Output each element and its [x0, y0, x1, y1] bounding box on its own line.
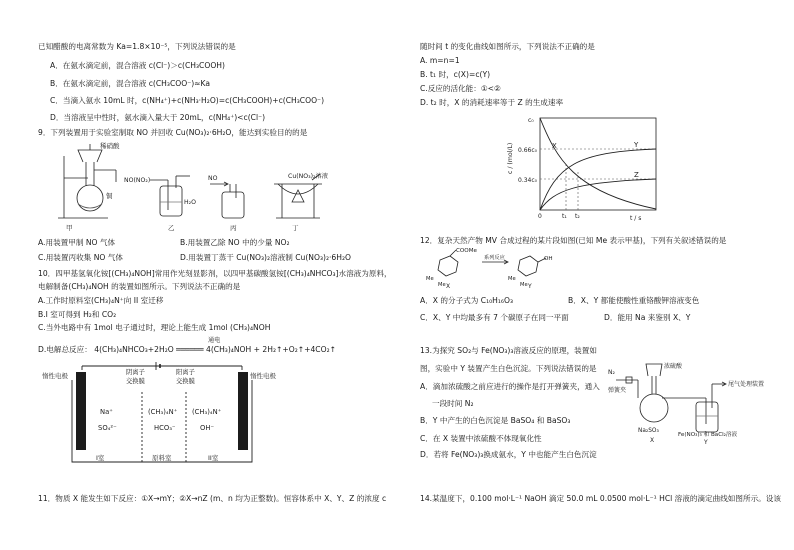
q9-stem: 9．下列装置用于实验室制取 NO 并回收 Cu(NO₃)₂·6H₂O，能达到实验目的的是 — [38, 128, 308, 137]
label-room1: I室 — [96, 454, 105, 462]
q13-option-a-cont: 一段时间 N₂ — [432, 399, 474, 408]
label-oh: OH — [544, 256, 553, 262]
q10-stem-line1: 10．四甲基氢氧化铵[(CH₃)₄NOH]常用作光刻显影剂，以四甲基碳酸氢铵[(CH₃)₄NHCO₃]水溶液为原料， — [38, 269, 392, 278]
label-room2: II室 — [208, 454, 219, 462]
label-series-reaction: 系列反应 — [484, 255, 505, 261]
q12-stem: 12．复杂天然产物 MV 合成过程的某片段如图(已知 Me 表示甲基)，下列有关叙述错误的是 — [420, 236, 727, 245]
label-raw-room: 原料室 — [152, 454, 172, 462]
graph-label-x: X — [552, 142, 557, 150]
q11-option-d: D. t₂ 时，X 的消耗速率等于 Z 的生成速率 — [420, 98, 564, 107]
q13-apparatus-figure — [608, 358, 786, 446]
q12-option-c: C．X、Y 中均最多有 7 个碳原子在同一平面 — [420, 313, 569, 322]
label-anode: 惰性电极 — [42, 372, 68, 380]
electrolysis-cell-figure — [36, 362, 356, 468]
graph-label-y: Y — [634, 141, 639, 149]
graph-origin: 0 — [538, 213, 542, 220]
q10-stem-line2: 电解制备(CH₃)₄NOH 的装置如图所示。下列说法不正确的是 — [38, 282, 241, 291]
q11-stem: 11．物质 X 能发生如下反应：①X→mY；②X→nZ (m、n 均为正整数)。恒容体系中 X、Y、Z 的浓度 c — [38, 494, 387, 503]
q9-option-c: C.用装置丙收集 NO 气体 — [38, 253, 123, 262]
ion-so4: SO₄²⁻ — [98, 424, 117, 432]
label-fe-ba-solution: Fe(NO₃)₃ 和 BaCl₂溶液 — [678, 432, 738, 438]
label-y-struct: Y — [528, 283, 532, 290]
q8-option-c: C．当滴入氨水 10mL 时，c(NH₄⁺)+c(NH₃·H₂O)=c(CH₃COOH)+c(CH₃COO⁻) — [50, 96, 325, 105]
label-spring-clip: 弹簧夹 — [608, 387, 627, 394]
q12-option-a: A．X 的分子式为 C₁₀H₁₆O₃ — [420, 296, 513, 305]
q8-option-d: D．当溶液呈中性时，氨水滴入量大于 20mL，c(NH₄⁺)<c(Cl⁻) — [50, 113, 266, 122]
label-ding: 丁 — [292, 224, 299, 232]
q11-option-a: A. m=n=1 — [420, 56, 460, 65]
label-y-bottle: Y — [704, 439, 708, 446]
q10-option-c: C.当外电路中有 1mol 电子通过时，理论上能生成 1mol (CH₃)₄NOH — [38, 323, 271, 332]
label-cu-nitrate-solution: Cu(NO₃)₂溶液 — [288, 173, 328, 180]
label-membrane2: 阳离子 — [176, 369, 195, 376]
label-yi: 乙 — [168, 224, 175, 232]
graph-label-z: Z — [634, 171, 639, 179]
q9-option-a: A.用装置甲制 NO 气体 — [38, 238, 116, 247]
q10-option-d: D.电解总反应： 4(CH₃)₄NHCO₃+2H₂O ══════ 4(CH₃)₄NOH + 2H₂↑+O₂↑+4CO₂↑ — [38, 345, 336, 354]
q8-option-b: B．在氨水滴定前，混合溶液 c(CH₃COO⁻)≈Ka — [50, 79, 211, 88]
label-me4: Me — [520, 282, 528, 288]
label-membrane1: 阴离子 — [126, 369, 145, 376]
q8-stem: 已知醋酸的电离常数为 Ka=1.8×10⁻⁵，下列说法错误的是 — [38, 42, 236, 51]
q11-option-b: B. t₁ 时，c(X)=c(Y) — [420, 70, 491, 79]
ion-hco3: HCO₃⁻ — [154, 424, 176, 432]
label-conc-sulfuric-acid: 浓硫酸 — [664, 363, 683, 370]
cathode-electrode — [238, 372, 248, 450]
q13-option-a: A．滴加浓硫酸之前应进行的操作是打开弹簧夹，通入 — [420, 382, 600, 391]
ion-tma-2: (CH₃)₄N⁺ — [192, 408, 222, 416]
graph-t1: t₁ — [562, 213, 567, 220]
label-n2: N₂ — [608, 369, 615, 376]
label-dilute-nitric-acid: 稀硝酸 — [100, 142, 120, 150]
q9-option-d: D.用装置丁蒸干 Cu(NO₃)₂溶液制 Cu(NO₃)₂·6H₂O — [180, 253, 351, 262]
label-bing: 丙 — [230, 224, 237, 232]
q9-option-b: B.用装置乙除 NO 中的少量 NO₂ — [180, 238, 290, 247]
q13-option-b: B．Y 中产生的白色沉淀是 BaSO₄ 和 BaSO₃ — [420, 416, 571, 425]
q8-option-a: A．在氨水滴定前，混合溶液 c(Cl⁻)＞c(CH₃COOH) — [50, 61, 225, 70]
anode-electrode — [76, 372, 86, 450]
q10-option-a: A.工作时原料室(CH₃)₄N⁺向 II 室迁移 — [38, 296, 164, 305]
graph-c0: c₀ — [528, 117, 534, 124]
graph-xlabel: t / s — [630, 215, 642, 222]
label-x-flask: X — [650, 437, 655, 444]
label-membrane2b: 交换膜 — [176, 378, 195, 385]
concentration-time-graph — [500, 114, 668, 224]
label-me2: Me — [438, 282, 446, 288]
label-water: H₂O — [184, 199, 197, 206]
q14-stem: 14.某温度下，0.100 mol·L⁻¹ NaOH 滴定 50.0 mL 0.0500 mol·L⁻¹ HCl 溶液的滴定曲线如图所示。设该 — [420, 494, 781, 503]
q12-option-b: B．X、Y 都能使酸性重铬酸钾溶液变色 — [568, 296, 700, 305]
label-me1: Me — [426, 276, 434, 282]
label-me3: Me — [508, 276, 516, 282]
label-membrane1b: 交换膜 — [126, 378, 145, 385]
label-coome: COOMe — [456, 248, 477, 254]
q12-option-d: D．能用 Na 来鉴别 X、Y — [604, 313, 691, 322]
label-copper: 铜 — [106, 192, 113, 200]
q13-option-c: C．在 X 装置中浓硫酸不体现氧化性 — [420, 434, 542, 443]
q13-stem-line2: 图，实验中 Y 装置产生白色沉淀。下列说法错误的是 — [420, 364, 597, 373]
ion-na: Na⁺ — [100, 408, 113, 416]
label-no-no2: NO(NO₂) — [124, 177, 151, 184]
graph-t2: t₂ — [575, 213, 580, 220]
q10-option-b: B.I 室可得到 H₂和 CO₂ — [38, 310, 117, 319]
curve-z — [540, 179, 656, 210]
label-x-struct: X — [446, 283, 451, 290]
label-cathode: 惰性电极 — [250, 372, 276, 380]
ion-tma-1: (CH₃)₄N⁺ — [148, 408, 178, 416]
q13-stem-line1: 13.为探究 SO₂与 Fe(NO₃)₃溶液反应的原理，装置如 — [420, 346, 597, 355]
q13-option-d: D．若将 Fe(NO₃)₃换成氨水，Y 中也能产生白色沉淀 — [420, 450, 597, 459]
q12-structures — [424, 248, 564, 290]
label-tail-gas: 尾气处理装置 — [728, 381, 765, 388]
q11-option-c: C.反应的活化能：①<② — [420, 84, 501, 93]
label-jia: 甲 — [66, 224, 73, 232]
label-na2so3: Na₂SO₃ — [638, 428, 659, 434]
q10-condition-electrolysis: 通电 — [208, 337, 221, 344]
ion-oh: OH⁻ — [200, 424, 215, 432]
curve-x — [540, 118, 656, 209]
q11-stem-cont: 随时间 t 的变化曲线如图所示，下列说法不正确的是 — [420, 42, 595, 51]
q9-apparatus-figure — [50, 140, 350, 232]
graph-ylabel: c / (mol/L) — [507, 142, 514, 174]
label-no: NO — [208, 175, 218, 182]
graph-066c0: 0.66c₀ — [518, 147, 538, 154]
graph-034c0: 0.34c₀ — [518, 177, 538, 184]
